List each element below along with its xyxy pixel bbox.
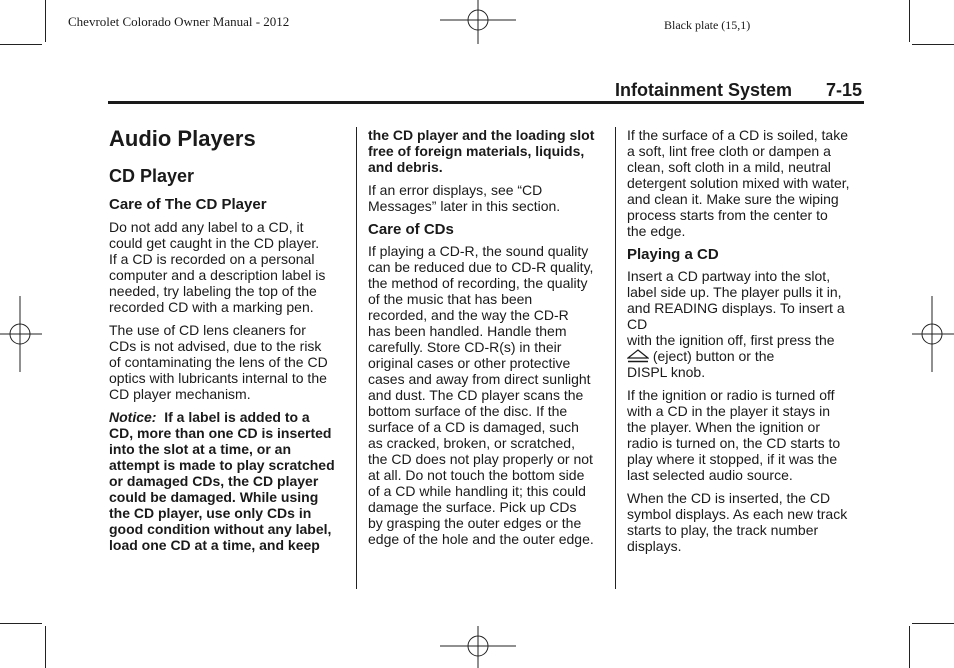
heading-care-of-cds: Care of CDs <box>368 221 454 238</box>
notice-continued: the CD player and the loading slot free of foreign materials, liquids, and debris. <box>368 127 595 175</box>
crop-mark <box>45 0 46 42</box>
heading-care-of-cd-player: Care of The CD Player <box>109 196 267 213</box>
registration-mark-left <box>0 296 42 372</box>
heading-playing-a-cd: Playing a CD <box>627 246 719 263</box>
registration-mark-top <box>440 0 516 44</box>
paragraph: When the CD is inserted, the CD symbol displays. As each new track starts to play, the track number displays. <box>627 490 848 554</box>
column-divider <box>356 127 357 589</box>
crop-mark <box>909 626 910 668</box>
crop-mark <box>45 626 46 668</box>
paragraph: If the surface of a CD is soiled, take a soft, lint free cloth or dampen a clean, soft cloth in a mild, neutral detergent solution mixed with water, and clean it. Make sure the wiping process starts from the center to the edge. <box>627 127 850 239</box>
paragraph: If playing a CD-R, the sound quality can be reduced due to CD-R quality, the method of recording, the quality of the music that has been recorded, and the way the CD-R has been handled. Handle them carefully. Store CD-R(s) in their original cases or other protective cases and away from direct sunlight and dust. The CD player scans the bottom surface of the disc. If the surface of a CD is damaged, such as cracked, broken, or scratched, the CD does not play properly or not at all. Do not touch the bottom side of a CD while handling it; this could damage the surface. Pick up CDs by grasping the outer edges or the edge of the hole and the outer edge. <box>368 243 594 547</box>
paragraph: If an error displays, see “CD Messages” later in this section. <box>368 182 561 214</box>
notice-paragraph: Notice: If a label is added to a CD, more than one CD is inserted into the slot at a time, or an attempt is made to play scratched or damaged CDs, the CD player could be damaged. While using the CD player, use only CDs in good condition without any label, load one CD at a time, and keep <box>109 409 335 553</box>
registration-mark-bottom <box>440 626 516 668</box>
crop-mark <box>0 623 42 624</box>
paragraph: Do not add any label to a CD, it could get caught in the CD player. If a CD is recorded on a personal computer and a description label is needed, try labeling the top of the recorded CD with a marking pen. <box>109 219 326 315</box>
crop-mark <box>0 44 42 45</box>
column-2 <box>368 127 610 547</box>
column-divider <box>615 127 616 589</box>
header-rule <box>108 101 864 104</box>
section-title: CD Player <box>109 166 195 186</box>
eject-icon <box>627 349 649 363</box>
crop-mark <box>912 623 954 624</box>
crop-mark <box>909 0 910 42</box>
paragraph: Insert a CD partway into the slot, label side up. The player pulls it in, and READING displays. To insert a CD with the ignition off, first press the (eject) button or the DISPL knob. <box>627 268 845 380</box>
registration-mark-right <box>912 296 954 372</box>
page-title: Audio Players <box>109 126 256 151</box>
print-header-manual: Chevrolet Colorado Owner Manual - 2012 <box>68 14 290 29</box>
print-header-plate: Black plate (15,1) <box>664 18 751 32</box>
column-3 <box>627 127 867 554</box>
crop-mark <box>912 44 954 45</box>
paragraph: If the ignition or radio is turned off with a CD in the player it stays in the player. When the ignition or radio is turned on, the CD starts to play where it stopped, if it was the last selected audio source. <box>627 387 841 483</box>
paragraph: The use of CD lens cleaners for CDs is not advised, due to the risk of contaminating the lens of the CD optics with lubricants internal to the CD player mechanism. <box>109 322 328 402</box>
running-head-section: Infotainment System <box>615 80 793 100</box>
running-head-page: 7-15 <box>826 80 863 100</box>
column-1 <box>109 127 349 553</box>
notice-label: Notice: <box>109 409 157 425</box>
